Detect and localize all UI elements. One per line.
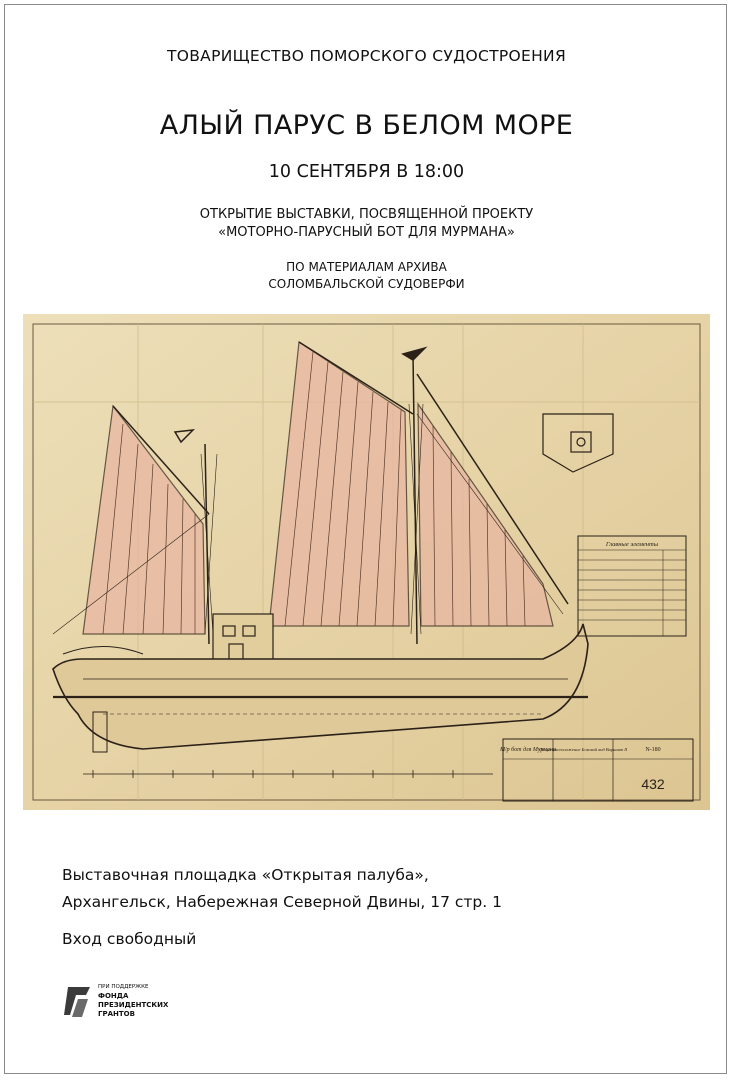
ship-blueprint-image [23, 314, 710, 810]
fund-name-line: ПРЕЗИДЕНТСКИХ [98, 1001, 169, 1009]
venue-line: Выставочная площадка «Открытая палуба», [62, 866, 429, 884]
grant-fund-icon [64, 985, 94, 1019]
event-datetime: 10 СЕНТЯБРЯ В 18:00 [268, 162, 465, 182]
poster-title: АЛЫЙ ПАРУС В БЕЛОМ МОРЕ [159, 110, 574, 141]
archive-line: СОЛОМБАЛЬСКОЙ СУДОВЕРФИ [268, 277, 465, 291]
exhibition-subtitle [0, 206, 733, 242]
drawing-code: N-180 [645, 747, 661, 753]
organizer-name: ТОВАРИЩЕСТВО ПОМОРСКОГО СУДОСТРОЕНИЯ [166, 47, 567, 65]
table-header: Главные элементы [605, 541, 659, 548]
venue-address [62, 862, 502, 916]
fund-name-line: ФОНДА [98, 992, 129, 1000]
title-block-description: Общее расположение Боковой вид Вариант II [538, 747, 628, 752]
presidential-grants-logo [64, 983, 264, 1023]
archive-line: ПО МАТЕРИАЛАМ АРХИВА [286, 260, 447, 274]
subtitle-line: ОТКРЫТИЕ ВЫСТАВКИ, ПОСВЯЩЕННОЙ ПРОЕКТУ [199, 207, 534, 222]
support-caption: ПРИ ПОДДЕРЖКЕ [98, 984, 149, 990]
archive-credit [0, 259, 733, 293]
fund-name-line: ГРАНТОВ [98, 1010, 135, 1018]
sheet-number: 432 [641, 776, 665, 792]
subtitle-line: «МОТОРНО-ПАРУСНЫЙ БОТ ДЛЯ МУРМАНА» [218, 225, 515, 240]
entry-note: Вход свободный [62, 930, 197, 948]
title-block-vessel: М/р бот для Мурмана [500, 747, 556, 753]
venue-line: Архангельск, Набережная Северной Двины, 17 стр. 1 [62, 893, 502, 911]
